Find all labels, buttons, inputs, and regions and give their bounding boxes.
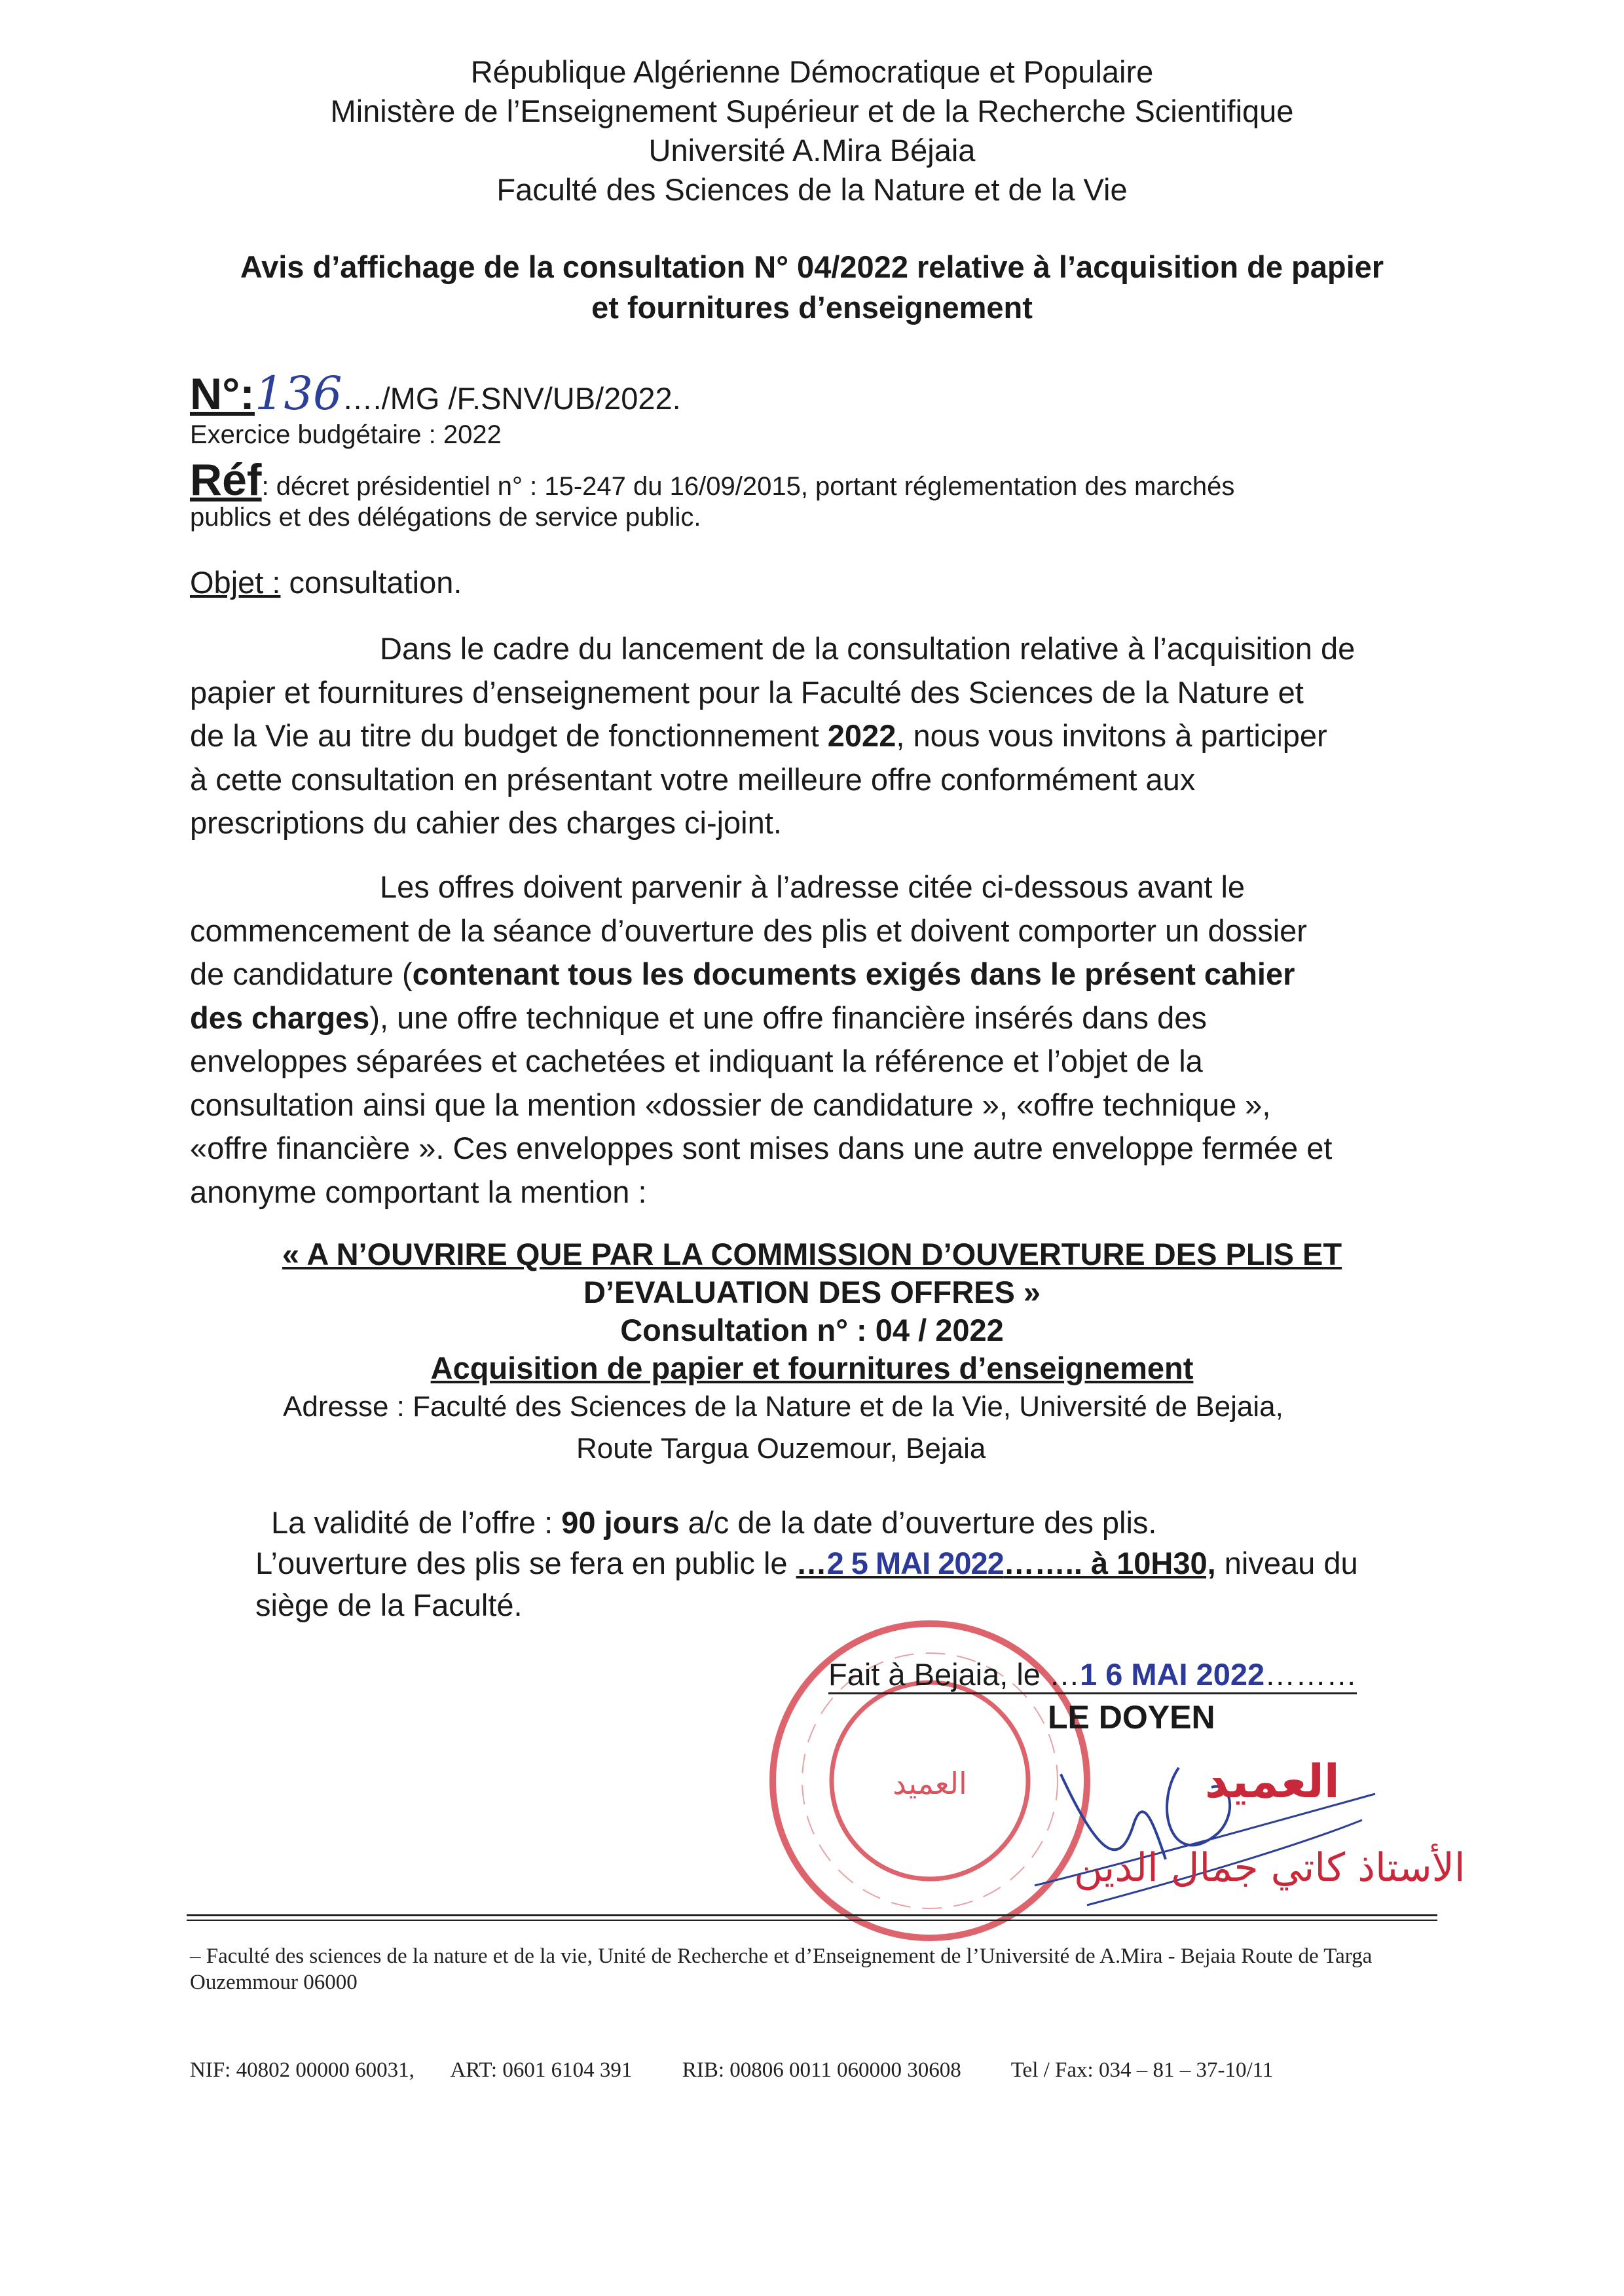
p2-line3: de candidature (contenant tous les documents exigés dans le présent cahier: [190, 957, 1295, 991]
footer-address: – Faculté des sciences de la nature et de la vie, Unité de Recherche et d’Enseignement de l’Université de A.Mira - Bejaia Route de Targa Ouzemmour 06000: [190, 1944, 1373, 1994]
p1-line2: papier et fournitures d’enseignement pour la Faculté des Sciences de la Nature et: [190, 674, 1304, 710]
mention-consultation-number: Consultation n° : 04 / 2022: [620, 1313, 1004, 1347]
header-faculty: Faculté des Sciences de la Nature et de la Vie: [496, 172, 1128, 207]
footer-rule-top: [187, 1914, 1437, 1916]
footer-ids: [190, 2057, 1273, 2083]
object-line: [190, 564, 462, 600]
ref-label: Réf: [190, 455, 262, 505]
p1-line3: de la Vie au titre du budget de fonctionnement 2022, nous vous invitons à participer: [190, 718, 1327, 753]
p2-line5: enveloppes séparées et cachetées et indiquant la référence et l’objet de la: [190, 1044, 1203, 1078]
signed-date-stamp: 1 6 MAI 2022: [1080, 1657, 1265, 1692]
p2-line4: des charges), une offre technique et une offre financière insérés dans des: [190, 1000, 1207, 1035]
header-university: Université A.Mira Béjaia: [648, 133, 976, 168]
arabic-dean-title: العميد: [1205, 1755, 1340, 1808]
number-suffix: …./MG /F.SNV/UB/2022.: [342, 381, 681, 416]
address-line1: Adresse : Faculté des Sciences de la Nature et de la Vie, Université de Bejaia,: [283, 1391, 1283, 1423]
p2-line6: consultation ainsi que la mention «dossier de candidature », «offre technique »,: [190, 1087, 1271, 1122]
mention-line2: D’EVALUATION DES OFFRES »: [583, 1275, 1041, 1309]
signed-at: Fait à Bejaia, le …1 6 MAI 2022………: [828, 1656, 1357, 1694]
p1-line5: prescriptions du cahier des charges ci-joint.: [190, 805, 782, 840]
address-line2: Route Targua Ouzemour, Bejaia: [576, 1432, 986, 1465]
footer-rule-bottom: [187, 1920, 1437, 1921]
number-label: N°:: [190, 369, 255, 419]
notice-title-line1: Avis d’affichage de la consultation N° 04/2022 relative à l’acquisition de papier: [240, 249, 1384, 284]
opening-date: L’ouverture des plis se fera en public le …2 5 MAI 2022…….. à 10H30, niveau du: [255, 1546, 1358, 1580]
p1-line1: Dans le cadre du lancement de la consultation relative à l’acquisition de: [380, 631, 1356, 666]
p2-line2: commencement de la séance d’ouverture des plis et doivent comporter un dossier: [190, 913, 1307, 948]
mention-line1: « A N’OUVRIRE QUE PAR LA COMMISSION D’OUVERTURE DES PLIS ET: [282, 1237, 1342, 1271]
paragraph-submission: [190, 866, 1434, 1214]
object-text: consultation.: [289, 565, 462, 600]
header-republic: République Algérienne Démocratique et Populaire: [470, 54, 1154, 89]
ref-text: : décret présidentiel n° : 15-247 du 16/09/2015, portant réglementation des marchés: [261, 472, 1235, 501]
reference-number: [190, 367, 681, 420]
p2-line1: Les offres doivent parvenir à l’adresse citée ci-dessous avant le: [380, 869, 1246, 904]
p2-line8: anonyme comportant la mention :: [190, 1174, 647, 1209]
mention-subject: Acquisition de papier et fournitures d’enseignement: [430, 1351, 1194, 1385]
footer-tel: Tel / Fax: 034 – 81 – 37-10/11: [1010, 2058, 1274, 2082]
reference-decree-cont: publics et des délégations de service public.: [190, 503, 701, 532]
stamp-center-text: العميد: [893, 1766, 967, 1801]
reference-decree: [190, 454, 1234, 505]
notice-title-line2: et fournitures d’enseignement: [591, 290, 1033, 325]
handwritten-number: 136: [254, 367, 342, 420]
footer-rib: RIB: 00806 0011 060000 30608: [682, 2058, 961, 2082]
arabic-dean-name: الأستاذ كاتي جمال الدين: [1074, 1845, 1466, 1891]
budget-year: Exercice budgétaire : 2022: [190, 420, 502, 449]
opening-date-stamp: 2 5 MAI 2022: [826, 1546, 1004, 1580]
offer-validity: La validité de l’offre : 90 jours a/c de la date d’ouverture des plis.: [271, 1505, 1157, 1540]
p2-line7: «offre financière ». Ces enveloppes sont mises dans une autre enveloppe fermée et: [190, 1131, 1333, 1165]
opening-place: siège de la Faculté.: [255, 1588, 523, 1622]
header-ministry: Ministère de l’Enseignement Supérieur et de la Recherche Scientifique: [330, 94, 1294, 128]
dean-title: LE DOYEN: [1048, 1699, 1215, 1736]
footer-art: ART: 0601 6104 391: [450, 2058, 633, 2082]
object-label: Objet :: [190, 565, 281, 600]
p1-line4: à cette consultation en présentant votre meilleure offre conformément aux: [190, 761, 1196, 797]
paragraph-invitation: [190, 627, 1434, 845]
footer-nif: NIF: 40802 00000 60031,: [190, 2058, 415, 2082]
